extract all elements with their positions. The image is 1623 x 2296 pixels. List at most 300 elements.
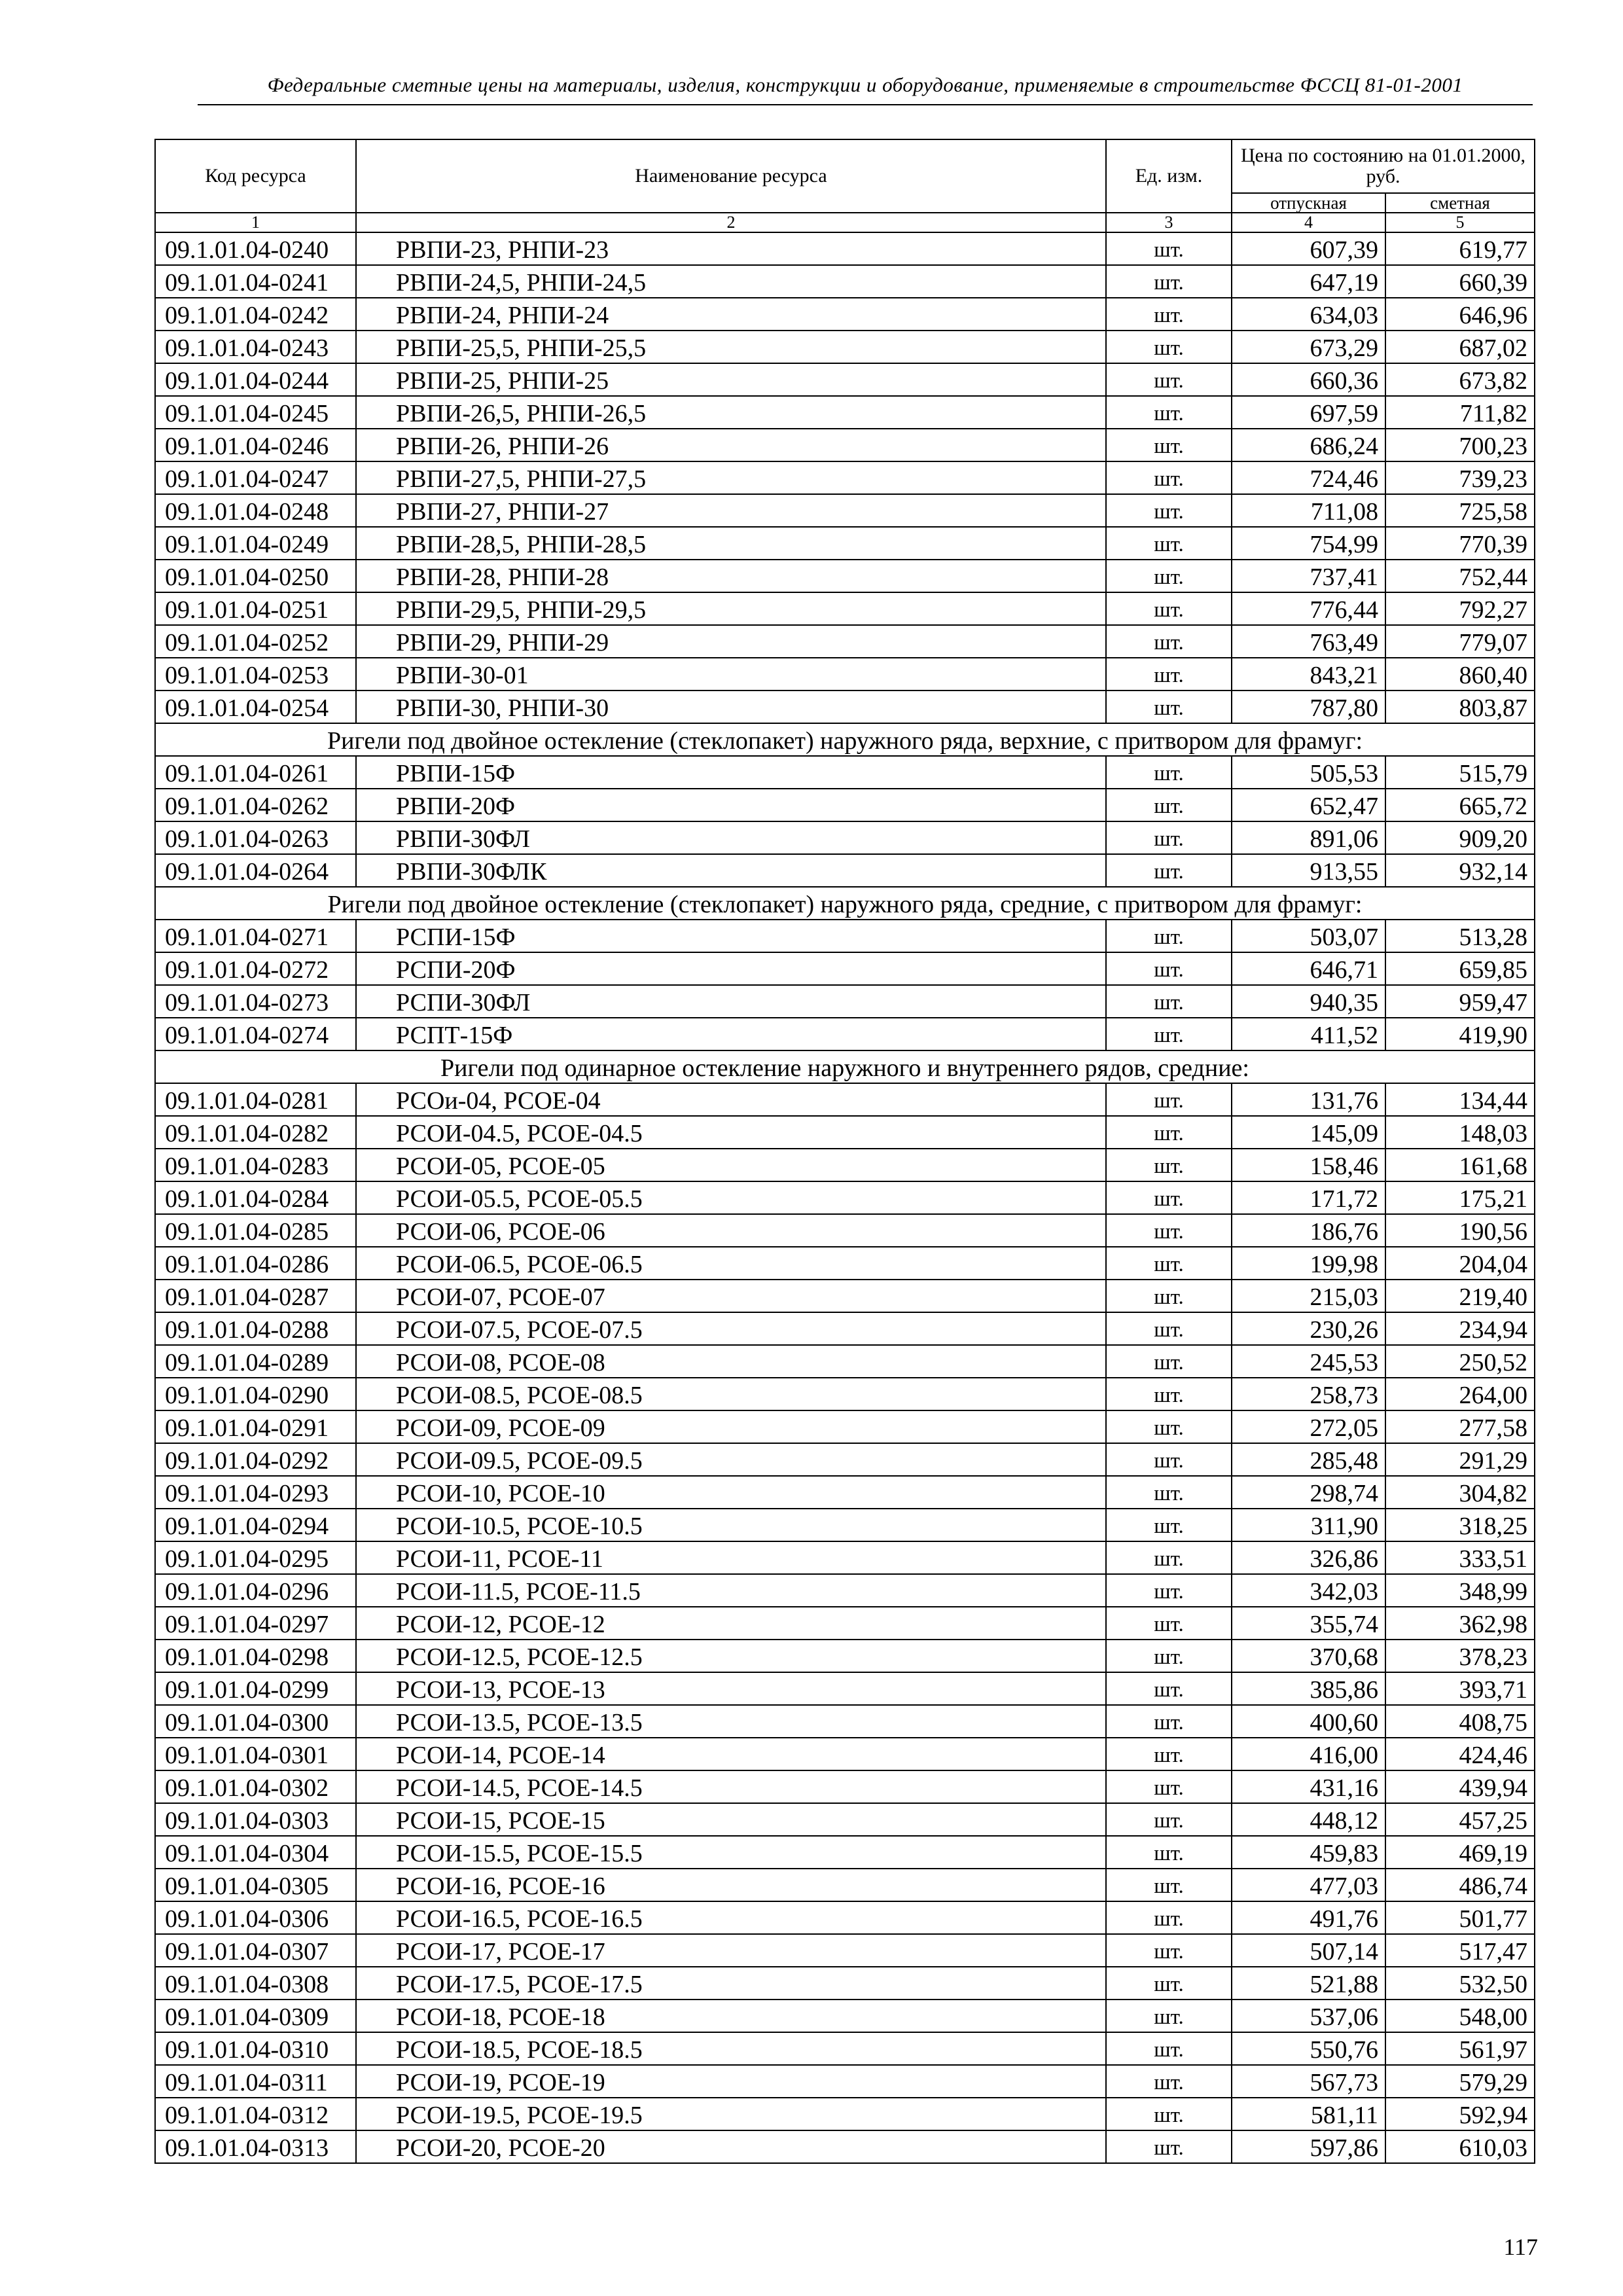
estimate-price: 457,25 [1385, 1803, 1535, 1836]
table-row [155, 1280, 1535, 1312]
resource-name: РСОИ-16.5, РСОЕ-16.5 [356, 1901, 1106, 1934]
table-row [155, 232, 1535, 265]
resource-code: 09.1.01.04-0273 [155, 985, 356, 1018]
table-row [155, 494, 1535, 527]
estimate-price: 700,23 [1385, 429, 1535, 461]
unit-of-measure: шт. [1106, 1345, 1232, 1378]
estimate-price: 725,58 [1385, 494, 1535, 527]
unit-of-measure: шт. [1106, 1640, 1232, 1672]
resource-code: 09.1.01.04-0302 [155, 1770, 356, 1803]
table-row [155, 1312, 1535, 1345]
table-row [155, 461, 1535, 494]
unit-of-measure: шт. [1106, 691, 1232, 723]
release-price: 660,36 [1232, 363, 1385, 396]
unit-of-measure: шт. [1106, 1541, 1232, 1574]
estimate-price: 517,47 [1385, 1934, 1535, 1967]
resource-name: РСОИ-11, РСОЕ-11 [356, 1541, 1106, 1574]
resource-name: РСОИ-13.5, РСОЕ-13.5 [356, 1705, 1106, 1738]
resource-code: 09.1.01.04-0308 [155, 1967, 356, 2000]
resource-name: РВПИ-30ФЛ [356, 821, 1106, 854]
estimate-price: 610,03 [1385, 2130, 1535, 2163]
resource-code: 09.1.01.04-0287 [155, 1280, 356, 1312]
resource-code: 09.1.01.04-0284 [155, 1181, 356, 1214]
estimate-price: 770,39 [1385, 527, 1535, 560]
resource-name: РСПИ-30ФЛ [356, 985, 1106, 1018]
resource-code: 09.1.01.04-0240 [155, 232, 356, 265]
unit-of-measure: шт. [1106, 1967, 1232, 2000]
release-price: 581,11 [1232, 2098, 1385, 2130]
resource-code: 09.1.01.04-0263 [155, 821, 356, 854]
resource-code: 09.1.01.04-0249 [155, 527, 356, 560]
table-row [155, 756, 1535, 789]
table-row [155, 1476, 1535, 1509]
release-price: 607,39 [1232, 232, 1385, 265]
resource-name: РСОИ-15, РСОЕ-15 [356, 1803, 1106, 1836]
estimate-price: 659,85 [1385, 952, 1535, 985]
section-title: Ригели под двойное остекление (стеклопакет) наружного ряда, верхние, с притвором для фрамуг: [155, 723, 1535, 756]
resource-name: РСПИ-15Ф [356, 920, 1106, 952]
estimate-price: 803,87 [1385, 691, 1535, 723]
resource-code: 09.1.01.04-0245 [155, 396, 356, 429]
resource-code: 09.1.01.04-0295 [155, 1541, 356, 1574]
resource-name: РСОИ-05, РСОЕ-05 [356, 1149, 1106, 1181]
unit-of-measure: шт. [1106, 1738, 1232, 1770]
resource-name: РВПИ-25,5, РНПИ-25,5 [356, 331, 1106, 363]
resource-code: 09.1.01.04-0301 [155, 1738, 356, 1770]
estimate-price: 161,68 [1385, 1149, 1535, 1181]
release-price: 431,16 [1232, 1770, 1385, 1803]
estimate-price: 333,51 [1385, 1541, 1535, 1574]
resource-code: 09.1.01.04-0243 [155, 331, 356, 363]
release-price: 940,35 [1232, 985, 1385, 1018]
header-unit: Ед. изм. [1106, 139, 1232, 213]
unit-of-measure: шт. [1106, 1672, 1232, 1705]
resource-name: РВПИ-30, РНПИ-30 [356, 691, 1106, 723]
release-price: 230,26 [1232, 1312, 1385, 1345]
column-number: 1 [155, 213, 356, 232]
unit-of-measure: шт. [1106, 298, 1232, 331]
resource-name: РСПТ-15Ф [356, 1018, 1106, 1050]
estimate-price: 148,03 [1385, 1116, 1535, 1149]
estimate-price: 619,77 [1385, 232, 1535, 265]
column-number: 2 [356, 213, 1106, 232]
unit-of-measure: шт. [1106, 1476, 1232, 1509]
estimate-price: 561,97 [1385, 2032, 1535, 2065]
table-row [155, 560, 1535, 592]
unit-of-measure: шт. [1106, 789, 1232, 821]
unit-of-measure: шт. [1106, 461, 1232, 494]
estimate-price: 579,29 [1385, 2065, 1535, 2098]
release-price: 285,48 [1232, 1443, 1385, 1476]
release-price: 186,76 [1232, 1214, 1385, 1247]
unit-of-measure: шт. [1106, 1934, 1232, 1967]
table-body [155, 232, 1535, 2163]
resource-name: РВПИ-23, РНПИ-23 [356, 232, 1106, 265]
release-price: 646,71 [1232, 952, 1385, 985]
table-row [155, 1869, 1535, 1901]
release-price: 245,53 [1232, 1345, 1385, 1378]
table-row [155, 1443, 1535, 1476]
resource-name: РВПИ-27,5, РНПИ-27,5 [356, 461, 1106, 494]
section-title: Ригели под двойное остекление (стеклопакет) наружного ряда, средние, с притвором для фрамуг: [155, 887, 1535, 920]
unit-of-measure: шт. [1106, 1018, 1232, 1050]
resource-name: РСОИ-09.5, РСОЕ-09.5 [356, 1443, 1106, 1476]
section-row [155, 1050, 1535, 1083]
resource-code: 09.1.01.04-0241 [155, 265, 356, 298]
resource-name: РСОИ-16, РСОЕ-16 [356, 1869, 1106, 1901]
section-row [155, 887, 1535, 920]
estimate-price: 419,90 [1385, 1018, 1535, 1050]
estimate-price: 959,47 [1385, 985, 1535, 1018]
unit-of-measure: шт. [1106, 1181, 1232, 1214]
resource-code: 09.1.01.04-0248 [155, 494, 356, 527]
resource-code: 09.1.01.04-0246 [155, 429, 356, 461]
release-price: 400,60 [1232, 1705, 1385, 1738]
table-row [155, 920, 1535, 952]
column-number-row [155, 213, 1535, 232]
resource-code: 09.1.01.04-0298 [155, 1640, 356, 1672]
release-price: 537,06 [1232, 2000, 1385, 2032]
resource-code: 09.1.01.04-0264 [155, 854, 356, 887]
resource-name: РСОИ-14.5, РСОЕ-14.5 [356, 1770, 1106, 1803]
release-price: 145,09 [1232, 1116, 1385, 1149]
release-price: 342,03 [1232, 1574, 1385, 1607]
resource-code: 09.1.01.04-0309 [155, 2000, 356, 2032]
table-row [155, 1574, 1535, 1607]
resource-code: 09.1.01.04-0282 [155, 1116, 356, 1149]
release-price: 891,06 [1232, 821, 1385, 854]
unit-of-measure: шт. [1106, 756, 1232, 789]
resource-code: 09.1.01.04-0289 [155, 1345, 356, 1378]
table-row [155, 363, 1535, 396]
table-row [155, 1509, 1535, 1541]
estimate-price: 752,44 [1385, 560, 1535, 592]
resource-code: 09.1.01.04-0251 [155, 592, 356, 625]
unit-of-measure: шт. [1106, 1770, 1232, 1803]
unit-of-measure: шт. [1106, 1901, 1232, 1934]
release-price: 507,14 [1232, 1934, 1385, 1967]
release-price: 503,07 [1232, 920, 1385, 952]
resource-code: 09.1.01.04-0252 [155, 625, 356, 658]
table-row [155, 985, 1535, 1018]
resource-name: РСОИ-08, РСОЕ-08 [356, 1345, 1106, 1378]
estimate-price: 592,94 [1385, 2098, 1535, 2130]
release-price: 550,76 [1232, 2032, 1385, 2065]
table-row [155, 1836, 1535, 1869]
unit-of-measure: шт. [1106, 1574, 1232, 1607]
resource-name: РСОи-04, РСОЕ-04 [356, 1083, 1106, 1116]
estimate-price: 486,74 [1385, 1869, 1535, 1901]
release-price: 763,49 [1232, 625, 1385, 658]
unit-of-measure: шт. [1106, 232, 1232, 265]
table-row [155, 1181, 1535, 1214]
resource-name: РСОИ-10, РСОЕ-10 [356, 1476, 1106, 1509]
resource-name: РВПИ-30-01 [356, 658, 1106, 691]
resource-name: РСОИ-06, РСОЕ-06 [356, 1214, 1106, 1247]
estimate-price: 134,44 [1385, 1083, 1535, 1116]
header-price-group: Цена по состоянию на 01.01.2000, руб. [1232, 139, 1535, 193]
resource-code: 09.1.01.04-0290 [155, 1378, 356, 1410]
estimate-price: 277,58 [1385, 1410, 1535, 1443]
table-row [155, 527, 1535, 560]
release-price: 521,88 [1232, 1967, 1385, 2000]
resource-name: РВПИ-26, РНПИ-26 [356, 429, 1106, 461]
resource-name: РВПИ-24, РНПИ-24 [356, 298, 1106, 331]
estimate-price: 513,28 [1385, 920, 1535, 952]
estimate-price: 469,19 [1385, 1836, 1535, 1869]
table-row [155, 1149, 1535, 1181]
unit-of-measure: шт. [1106, 396, 1232, 429]
table-row [155, 1083, 1535, 1116]
estimate-price: 393,71 [1385, 1672, 1535, 1705]
unit-of-measure: шт. [1106, 2098, 1232, 2130]
column-number: 4 [1232, 213, 1385, 232]
resource-name: РВПИ-29,5, РНПИ-29,5 [356, 592, 1106, 625]
unit-of-measure: шт. [1106, 592, 1232, 625]
unit-of-measure: шт. [1106, 821, 1232, 854]
release-price: 567,73 [1232, 2065, 1385, 2098]
unit-of-measure: шт. [1106, 920, 1232, 952]
estimate-price: 532,50 [1385, 1967, 1535, 2000]
resource-code: 09.1.01.04-0291 [155, 1410, 356, 1443]
unit-of-measure: шт. [1106, 527, 1232, 560]
resource-code: 09.1.01.04-0244 [155, 363, 356, 396]
resource-code: 09.1.01.04-0306 [155, 1901, 356, 1934]
release-price: 913,55 [1232, 854, 1385, 887]
resource-name: РСОИ-07, РСОЕ-07 [356, 1280, 1106, 1312]
resource-name: РСОИ-06.5, РСОЕ-06.5 [356, 1247, 1106, 1280]
header-price-release: отпускная [1232, 193, 1385, 213]
table-row [155, 298, 1535, 331]
estimate-price: 408,75 [1385, 1705, 1535, 1738]
release-price: 311,90 [1232, 1509, 1385, 1541]
table-row [155, 952, 1535, 985]
table-row [155, 2098, 1535, 2130]
table-row [155, 396, 1535, 429]
release-price: 843,21 [1232, 658, 1385, 691]
release-price: 686,24 [1232, 429, 1385, 461]
resource-name: РСОИ-19, РСОЕ-19 [356, 2065, 1106, 2098]
resource-code: 09.1.01.04-0250 [155, 560, 356, 592]
table-row [155, 821, 1535, 854]
table-row [155, 1967, 1535, 2000]
resource-name: РСОИ-05.5, РСОЕ-05.5 [356, 1181, 1106, 1214]
estimate-price: 250,52 [1385, 1345, 1535, 1378]
resource-code: 09.1.01.04-0281 [155, 1083, 356, 1116]
resource-code: 09.1.01.04-0310 [155, 2032, 356, 2065]
estimate-price: 779,07 [1385, 625, 1535, 658]
estimate-price: 687,02 [1385, 331, 1535, 363]
resource-name: РСОИ-13, РСОЕ-13 [356, 1672, 1106, 1705]
estimate-price: 318,25 [1385, 1509, 1535, 1541]
unit-of-measure: шт. [1106, 1116, 1232, 1149]
resource-name: РСОИ-11.5, РСОЕ-11.5 [356, 1574, 1106, 1607]
unit-of-measure: шт. [1106, 1869, 1232, 1901]
resource-code: 09.1.01.04-0300 [155, 1705, 356, 1738]
table-row [155, 1934, 1535, 1967]
estimate-price: 548,00 [1385, 2000, 1535, 2032]
table-row [155, 1901, 1535, 1934]
estimate-price: 362,98 [1385, 1607, 1535, 1640]
table-row [155, 1378, 1535, 1410]
release-price: 597,86 [1232, 2130, 1385, 2163]
resource-name: РВПИ-15Ф [356, 756, 1106, 789]
estimate-price: 304,82 [1385, 1476, 1535, 1509]
table-row [155, 1541, 1535, 1574]
resource-code: 09.1.01.04-0262 [155, 789, 356, 821]
resource-name: РСОИ-20, РСОЕ-20 [356, 2130, 1106, 2163]
unit-of-measure: шт. [1106, 625, 1232, 658]
resource-code: 09.1.01.04-0294 [155, 1509, 356, 1541]
estimate-price: 860,40 [1385, 658, 1535, 691]
resource-code: 09.1.01.04-0271 [155, 920, 356, 952]
resource-code: 09.1.01.04-0303 [155, 1803, 356, 1836]
release-price: 477,03 [1232, 1869, 1385, 1901]
resource-name: РСОИ-04.5, РСОЕ-04.5 [356, 1116, 1106, 1149]
table-row [155, 1738, 1535, 1770]
resource-name: РВПИ-27, РНПИ-27 [356, 494, 1106, 527]
resource-code: 09.1.01.04-0304 [155, 1836, 356, 1869]
unit-of-measure: шт. [1106, 1378, 1232, 1410]
resource-code: 09.1.01.04-0305 [155, 1869, 356, 1901]
release-price: 647,19 [1232, 265, 1385, 298]
resource-code: 09.1.01.04-0297 [155, 1607, 356, 1640]
table-row [155, 1247, 1535, 1280]
unit-of-measure: шт. [1106, 1705, 1232, 1738]
estimate-price: 439,94 [1385, 1770, 1535, 1803]
estimate-price: 424,46 [1385, 1738, 1535, 1770]
table-row [155, 1214, 1535, 1247]
resource-code: 09.1.01.04-0261 [155, 756, 356, 789]
resource-code: 09.1.01.04-0247 [155, 461, 356, 494]
resource-name: РСОИ-07.5, РСОЕ-07.5 [356, 1312, 1106, 1345]
table-row [155, 854, 1535, 887]
resource-name: РСПИ-20Ф [356, 952, 1106, 985]
resource-code: 09.1.01.04-0242 [155, 298, 356, 331]
resource-name: РВПИ-25, РНПИ-25 [356, 363, 1106, 396]
unit-of-measure: шт. [1106, 363, 1232, 396]
resource-code: 09.1.01.04-0283 [155, 1149, 356, 1181]
unit-of-measure: шт. [1106, 265, 1232, 298]
resource-code: 09.1.01.04-0311 [155, 2065, 356, 2098]
estimate-price: 711,82 [1385, 396, 1535, 429]
resource-name: РСОИ-17.5, РСОЕ-17.5 [356, 1967, 1106, 2000]
unit-of-measure: шт. [1106, 1214, 1232, 1247]
unit-of-measure: шт. [1106, 331, 1232, 363]
section-row [155, 723, 1535, 756]
release-price: 711,08 [1232, 494, 1385, 527]
estimate-price: 515,79 [1385, 756, 1535, 789]
resource-name: РВПИ-29, РНПИ-29 [356, 625, 1106, 658]
release-price: 326,86 [1232, 1541, 1385, 1574]
table-row [155, 2000, 1535, 2032]
estimate-price: 660,39 [1385, 265, 1535, 298]
resource-name: РСОИ-18, РСОЕ-18 [356, 2000, 1106, 2032]
resource-name: РВПИ-24,5, РНПИ-24,5 [356, 265, 1106, 298]
unit-of-measure: шт. [1106, 1607, 1232, 1640]
table-row [155, 658, 1535, 691]
table-row [155, 331, 1535, 363]
resource-name: РВПИ-28,5, РНПИ-28,5 [356, 527, 1106, 560]
resource-name: РСОИ-12, РСОЕ-12 [356, 1607, 1106, 1640]
resource-code: 09.1.01.04-0272 [155, 952, 356, 985]
table-row [155, 429, 1535, 461]
resource-name: РСОИ-14, РСОЕ-14 [356, 1738, 1106, 1770]
estimate-price: 665,72 [1385, 789, 1535, 821]
table-row [155, 1607, 1535, 1640]
resource-name: РВПИ-26,5, РНПИ-26,5 [356, 396, 1106, 429]
release-price: 411,52 [1232, 1018, 1385, 1050]
unit-of-measure: шт. [1106, 1149, 1232, 1181]
estimate-price: 204,04 [1385, 1247, 1535, 1280]
unit-of-measure: шт. [1106, 985, 1232, 1018]
release-price: 416,00 [1232, 1738, 1385, 1770]
estimate-price: 348,99 [1385, 1574, 1535, 1607]
table-row [155, 1770, 1535, 1803]
estimate-price: 739,23 [1385, 461, 1535, 494]
unit-of-measure: шт. [1106, 1509, 1232, 1541]
release-price: 298,74 [1232, 1476, 1385, 1509]
resource-name: РВПИ-20Ф [356, 789, 1106, 821]
release-price: 199,98 [1232, 1247, 1385, 1280]
release-price: 724,46 [1232, 461, 1385, 494]
page-number: 117 [1503, 2234, 1538, 2260]
estimate-price: 501,77 [1385, 1901, 1535, 1934]
table-row [155, 1803, 1535, 1836]
release-price: 505,53 [1232, 756, 1385, 789]
release-price: 158,46 [1232, 1149, 1385, 1181]
estimate-price: 378,23 [1385, 1640, 1535, 1672]
release-price: 787,80 [1232, 691, 1385, 723]
release-price: 697,59 [1232, 396, 1385, 429]
unit-of-measure: шт. [1106, 952, 1232, 985]
unit-of-measure: шт. [1106, 429, 1232, 461]
table-row [155, 1345, 1535, 1378]
unit-of-measure: шт. [1106, 494, 1232, 527]
unit-of-measure: шт. [1106, 2000, 1232, 2032]
resource-code: 09.1.01.04-0312 [155, 2098, 356, 2130]
release-price: 385,86 [1232, 1672, 1385, 1705]
table-row [155, 1672, 1535, 1705]
estimate-price: 673,82 [1385, 363, 1535, 396]
resource-code: 09.1.01.04-0274 [155, 1018, 356, 1050]
unit-of-measure: шт. [1106, 1312, 1232, 1345]
unit-of-measure: шт. [1106, 1836, 1232, 1869]
table-row [155, 2065, 1535, 2098]
resource-code: 09.1.01.04-0293 [155, 1476, 356, 1509]
resource-code: 09.1.01.04-0285 [155, 1214, 356, 1247]
release-price: 370,68 [1232, 1640, 1385, 1672]
release-price: 215,03 [1232, 1280, 1385, 1312]
section-title: Ригели под одинарное остекление наружного и внутреннего рядов, средние: [155, 1050, 1535, 1083]
resource-name: РВПИ-30ФЛК [356, 854, 1106, 887]
release-price: 272,05 [1232, 1410, 1385, 1443]
release-price: 673,29 [1232, 331, 1385, 363]
resource-code: 09.1.01.04-0299 [155, 1672, 356, 1705]
release-price: 737,41 [1232, 560, 1385, 592]
table-row [155, 592, 1535, 625]
table-row [155, 2130, 1535, 2163]
release-price: 459,83 [1232, 1836, 1385, 1869]
unit-of-measure: шт. [1106, 1280, 1232, 1312]
table-row [155, 1410, 1535, 1443]
resource-name: РСОИ-08.5, РСОЕ-08.5 [356, 1378, 1106, 1410]
release-price: 634,03 [1232, 298, 1385, 331]
unit-of-measure: шт. [1106, 658, 1232, 691]
header-price-estimate: сметная [1385, 193, 1535, 213]
resource-name: РСОИ-10.5, РСОЕ-10.5 [356, 1509, 1106, 1541]
resource-name: РСОИ-09, РСОЕ-09 [356, 1410, 1106, 1443]
